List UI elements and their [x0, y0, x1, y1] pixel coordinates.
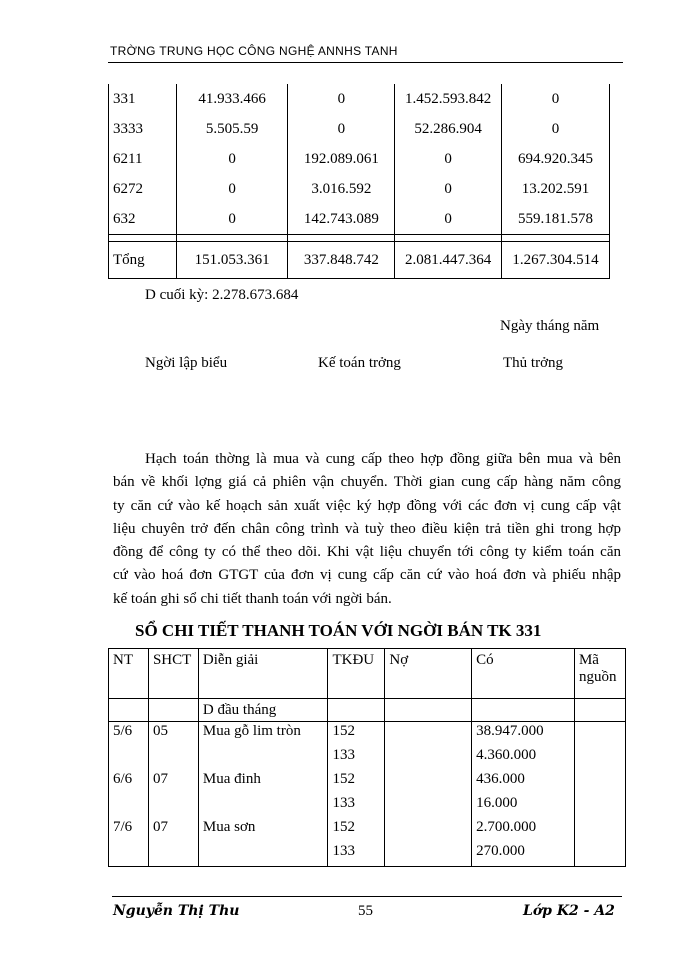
col-header-nt: NT — [109, 649, 149, 699]
ledger-cell-credit: 38.947.000 — [472, 722, 575, 747]
col-header-debit: Nợ — [385, 649, 472, 699]
ledger-cell-code — [574, 722, 625, 747]
ledger-cell-debit — [385, 770, 472, 794]
table-cell: 41.933.466 — [176, 84, 288, 114]
ledger-row — [109, 794, 626, 818]
table-cell: 3.016.592 — [288, 174, 395, 204]
ledger-cell-tkdu: 133 — [328, 746, 385, 770]
col-header-tkdu: TKĐU — [328, 649, 385, 699]
ledger-cell-shct: 07 — [148, 818, 198, 842]
col-header-credit: Có — [472, 649, 575, 699]
footer-page-number: 55 — [358, 903, 373, 919]
table-cell: 1.452.593.842 — [395, 84, 502, 114]
ledger-table — [108, 648, 626, 867]
ledger-cell-credit: 4.360.000 — [472, 746, 575, 770]
ledger-cell-debit — [385, 794, 472, 818]
table-cell: 142.743.089 — [288, 204, 395, 235]
total-cell: 151.053.361 — [176, 242, 288, 279]
ledger-row — [109, 770, 626, 794]
signature-director: Thủ trởng — [503, 355, 564, 371]
page-header: TRỜNG TRUNG HỌC CÔNG NGHỆ ANNHS TANH — [110, 44, 398, 58]
table-cell: 559.181.578 — [502, 204, 610, 235]
table-spacer — [109, 235, 610, 242]
summary-table — [108, 84, 610, 279]
ledger-cell-code — [574, 794, 625, 818]
ledger-row — [109, 842, 626, 867]
ledger-cell-nt — [109, 794, 149, 818]
ledger-cell-tkdu: 152 — [328, 818, 385, 842]
ledger-row — [109, 746, 626, 770]
ledger-cell-code — [574, 842, 625, 867]
ledger-cell-nt — [109, 842, 149, 867]
ledger-cell-tkdu: 152 — [328, 770, 385, 794]
ledger-cell-tkdu: 133 — [328, 794, 385, 818]
table-cell: 13.202.591 — [502, 174, 610, 204]
table-cell: 3333 — [109, 114, 177, 144]
ledger-cell-desc — [198, 794, 328, 818]
col-header-desc: Diễn giải — [198, 649, 328, 699]
total-row — [109, 242, 610, 279]
ledger-cell-nt: 5/6 — [109, 722, 149, 747]
ledger-cell-desc: Mua gỗ lim tròn — [198, 722, 328, 747]
ledger-cell-credit: 436.000 — [472, 770, 575, 794]
ledger-cell-credit: 16.000 — [472, 794, 575, 818]
ledger-title: SỔ CHI TIẾT THANH TOÁN VỚI NGỜI BÁN TK 331 — [135, 621, 542, 640]
ledger-cell-desc: Mua sơn — [198, 818, 328, 842]
table-cell: 694.920.345 — [502, 144, 610, 174]
ledger-cell-shct — [148, 794, 198, 818]
col-header-shct: SHCT — [148, 649, 198, 699]
ledger-cell-shct: 07 — [148, 770, 198, 794]
total-cell: 2.081.447.364 — [395, 242, 502, 279]
table-cell: 192.089.061 — [288, 144, 395, 174]
ledger-row — [109, 818, 626, 842]
ledger-cell-credit: 2.700.000 — [472, 818, 575, 842]
ledger-cell-nt: 7/6 — [109, 818, 149, 842]
ledger-cell-debit — [385, 746, 472, 770]
ledger-cell-debit — [385, 818, 472, 842]
table-cell: 0 — [288, 114, 395, 144]
opening-balance-row — [109, 699, 626, 722]
ledger-row — [109, 722, 626, 747]
table-cell: 0 — [395, 144, 502, 174]
ledger-cell-code — [574, 818, 625, 842]
table-row — [109, 174, 610, 204]
ledger-cell-desc — [198, 746, 328, 770]
paragraph-line: kế toán ghi sổ chi tiết thanh toán với ngời bán. — [113, 590, 392, 607]
ledger-cell-debit — [385, 842, 472, 867]
footer-class: Lớp K2 - A2 — [523, 903, 615, 919]
table-cell: 6272 — [109, 174, 177, 204]
table-cell: 5.505.59 — [176, 114, 288, 144]
table-row — [109, 204, 610, 235]
table-cell: 0 — [176, 144, 288, 174]
table-row — [109, 114, 610, 144]
table-cell: 0 — [288, 84, 395, 114]
col-header-code: Mã nguồn — [574, 649, 625, 699]
paragraph-line: Hạch toán thờng là mua và cung cấp theo hợp đồng giữa bên mua và bên — [145, 451, 621, 467]
ledger-cell-tkdu: 133 — [328, 842, 385, 867]
table-cell: 0 — [395, 174, 502, 204]
ledger-cell-code — [574, 770, 625, 794]
ledger-cell-desc: Mua đinh — [198, 770, 328, 794]
table-cell: 0 — [502, 84, 610, 114]
ledger-cell-credit: 270.000 — [472, 842, 575, 867]
total-cell: Tổng — [109, 242, 177, 279]
ledger-cell-shct — [148, 746, 198, 770]
paragraph-line: ty căn cứ vào kế hoạch sản xuất việc ký hợp đồng với các đơn vị cung cấp vật — [113, 497, 621, 514]
signature-preparer: Ngời lập biểu — [145, 355, 228, 371]
table-cell: 0 — [176, 204, 288, 235]
footer-rule — [112, 896, 622, 897]
paragraph-line: cứ vào hoá đơn GTGT của đơn vị cung cấp căn cứ vào hoá đơn và phiếu nhập — [113, 567, 621, 584]
ledger-cell-code — [574, 746, 625, 770]
ledger-cell-shct: 05 — [148, 722, 198, 747]
table-row — [109, 144, 610, 174]
paragraph-line: liệu chuyên trở đến chân công trình và tuỳ theo điều kiện trả tiền ghi trong hợp — [113, 520, 621, 537]
table-cell: 0 — [176, 174, 288, 204]
footer-author: Nguyễn Thị Thu — [113, 903, 240, 919]
table-cell: 0 — [395, 204, 502, 235]
body-paragraph — [113, 448, 621, 611]
ledger-cell-debit — [385, 722, 472, 747]
table-row — [109, 84, 610, 114]
header-rule — [108, 62, 623, 63]
table-cell: 632 — [109, 204, 177, 235]
opening-balance-label: D đầu tháng — [198, 699, 328, 722]
date-line: Ngày tháng năm — [500, 318, 600, 334]
table-cell: 52.286.904 — [395, 114, 502, 144]
table-cell: 6211 — [109, 144, 177, 174]
signature-accountant: Kế toán trởng — [318, 355, 401, 371]
ledger-cell-desc — [198, 842, 328, 867]
ledger-cell-tkdu: 152 — [328, 722, 385, 747]
total-cell: 337.848.742 — [288, 242, 395, 279]
table-cell: 0 — [502, 114, 610, 144]
paragraph-line: bán về khối lợng giá cả phiên vận chuyển. Thời gian cung cấp hàng năm công — [113, 474, 621, 491]
closing-balance: D cuối kỳ: 2.278.673.684 — [145, 287, 299, 303]
table-cell: 331 — [109, 84, 177, 114]
total-cell: 1.267.304.514 — [502, 242, 610, 279]
paragraph-line: đồng để công ty có thể theo dõi. Khi vật liệu chuyển tới công ty kiểm toán căn — [113, 544, 621, 561]
ledger-cell-nt — [109, 746, 149, 770]
ledger-cell-nt: 6/6 — [109, 770, 149, 794]
ledger-cell-shct — [148, 842, 198, 867]
